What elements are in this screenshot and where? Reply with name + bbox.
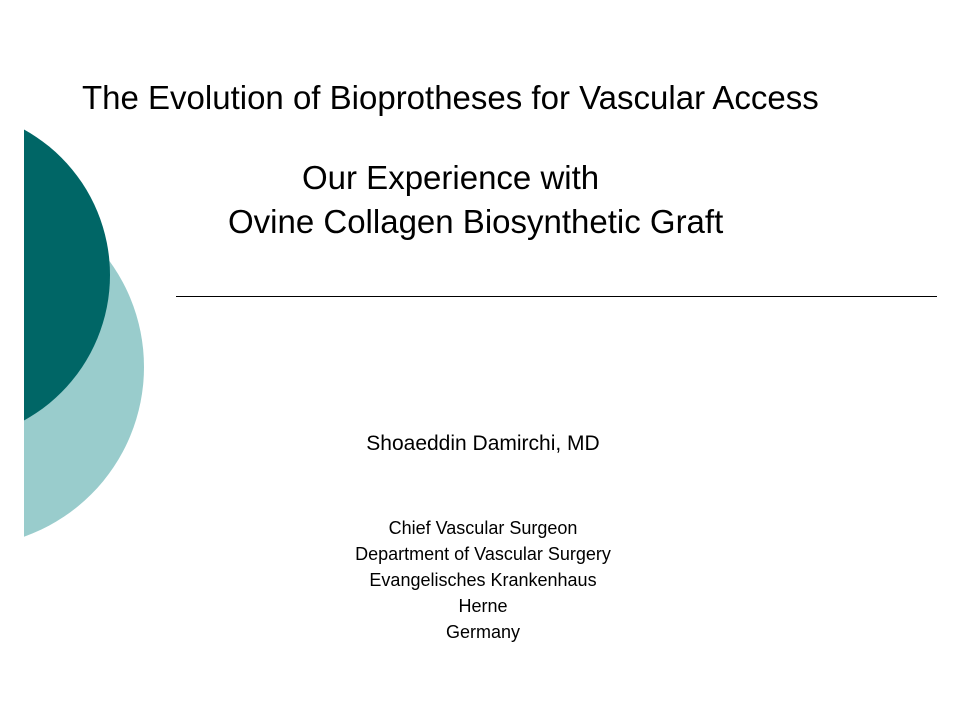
affiliation-block: [282, 515, 684, 645]
author-name: Shoaeddin Damirchi, MD: [366, 432, 600, 455]
affiliation-line-city: Herne: [458, 596, 508, 616]
affiliation-line-country: Germany: [445, 622, 521, 642]
subtitle-line-1: Our Experience with: [302, 159, 600, 196]
affiliation-line-department: Department of Vascular Surgery: [355, 544, 611, 564]
affiliation-line-hospital: Evangelisches Krankenhaus: [369, 570, 597, 590]
affiliation-line-position: Chief Vascular Surgeon: [388, 518, 578, 538]
subtitle-line-2: Ovine Collagen Biosynthetic Graft: [228, 203, 724, 240]
slide-title: The Evolution of Bioprotheses for Vascular Access: [82, 79, 819, 116]
divider-line: [176, 296, 937, 297]
